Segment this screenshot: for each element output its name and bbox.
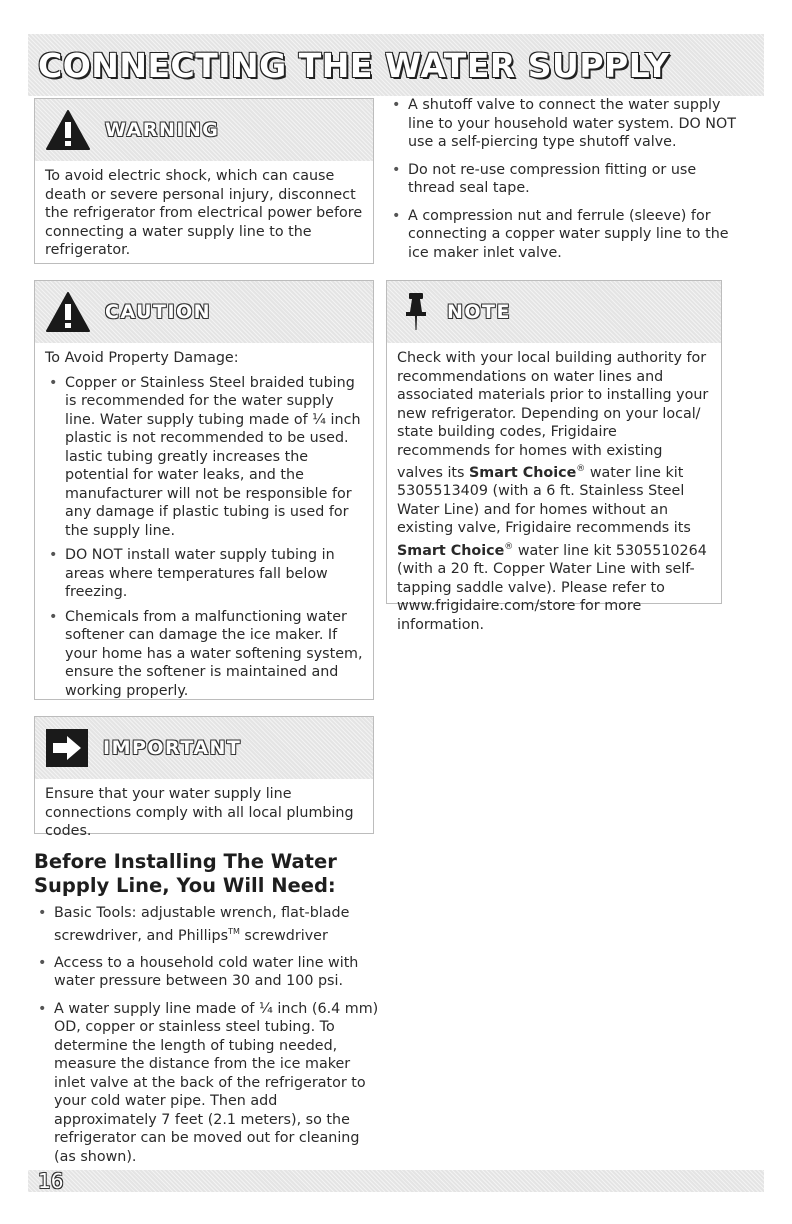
warning-label: WARNING xyxy=(105,119,220,141)
note-text-1: Check with your local building authority for recommendations on water lines and associated materials prior to installing your new refrigerator. Depending on your local/ state building codes, Frigidaire recommends for homes with existing valves its xyxy=(397,350,709,481)
caution-triangle-icon xyxy=(45,291,91,333)
caution-intro: To Avoid Property Damage: xyxy=(45,350,239,366)
list-item: • Do not re-use compression fitting or use thread seal tape. xyxy=(388,161,738,198)
list-item xyxy=(34,904,379,945)
note-body xyxy=(387,343,721,644)
important-header xyxy=(35,717,373,779)
important-text: Ensure that your water supply line connections comply with all local plumbing codes. xyxy=(45,786,354,839)
important-body xyxy=(35,779,373,851)
requirements-list xyxy=(388,96,738,271)
caution-body xyxy=(35,343,373,712)
note-text-3: water line kit 5305510264 (with a 20 ft. Copper Water Line with self-tapping saddle valve). Please refer to www.frigidaire.com/store for more information. xyxy=(397,542,707,633)
warning-text: To avoid electric shock, which can cause death or severe personal injury, disconnect the refrigerator from electrical power before connecting a water supply line to the refrigerator. xyxy=(45,168,363,258)
note-box xyxy=(386,280,722,633)
list-item: • A compression nut and ferrule (sleeve) for connecting a copper water supply line to the ice maker inlet valve. xyxy=(388,207,738,263)
pushpin-icon xyxy=(403,290,433,334)
list-item: • Chemicals from a malfunctioning water softener can damage the ice maker. If your home has a water softening system, ensure the softener is maintained and working properly. xyxy=(45,608,363,701)
registered-mark: ® xyxy=(504,541,514,552)
note-text xyxy=(397,349,711,634)
section-heading: Before Installing The Water Supply Line, You Will Need: xyxy=(34,850,337,897)
note-label: NOTE xyxy=(447,301,511,323)
note-text-2: water line kit 5305513409 (with a 6 ft. Stainless Steel Water Line) and for homes without an existing valve, Frigidaire recommends its xyxy=(397,464,691,537)
important-label: IMPORTANT xyxy=(103,737,242,759)
note-header xyxy=(387,281,721,343)
tools-text-end: screwdriver xyxy=(239,927,328,944)
brand-name: Smart Choice xyxy=(469,464,577,481)
title-bar xyxy=(28,34,764,96)
list-item: • Access to a household cold water line with water pressure between 30 and 100 psi. xyxy=(34,954,379,991)
list-item: • Copper or Stainless Steel braided tubing is recommended for the water supply line. Water supply tubing made of ¼ inch plastic is not recommended to be used. lastic tubing greatly increases the potential for water leaks, and the manufacturer will not be responsible for any damage if plastic tubing is used for the supply line. xyxy=(45,374,363,541)
list-item: • A water supply line made of ¼ inch (6.4 mm) OD, copper or stainless steel tubing. To determine the length of tubing needed, measure the distance from the ice maker inlet valve at the back of the refrigerator to your cold water pipe. Then add approximately 7 feet (2.1 meters), so the refrigerator can be moved out for cleaning (as shown). xyxy=(34,1000,379,1167)
warning-header xyxy=(35,99,373,161)
warning-body xyxy=(35,161,373,270)
list-item: • A shutoff valve to connect the water supply line to your household water system. DO NOT use a self-piercing type shutoff valve. xyxy=(388,96,738,152)
warning-box xyxy=(34,98,374,264)
page-number: 16 xyxy=(38,1169,64,1193)
trademark-mark: TM xyxy=(228,926,240,936)
caution-header xyxy=(35,281,373,343)
arrow-right-box-icon xyxy=(45,728,89,768)
brand-name: Smart Choice xyxy=(397,542,505,559)
page-title: CONNECTING THE WATER SUPPLY xyxy=(38,45,670,85)
footer-bar xyxy=(28,1170,764,1192)
warning-triangle-icon xyxy=(45,109,91,151)
important-box xyxy=(34,716,374,839)
caution-box xyxy=(34,280,374,700)
tools-text: Basic Tools: adjustable wrench, flat-blade screwdriver, and Phillips xyxy=(54,905,350,944)
registered-mark: ® xyxy=(576,464,586,474)
list-item: • DO NOT install water supply tubing in areas where temperatures fall below freezing. xyxy=(45,546,363,602)
before-list xyxy=(34,904,379,1175)
caution-label: CAUTION xyxy=(105,301,212,323)
